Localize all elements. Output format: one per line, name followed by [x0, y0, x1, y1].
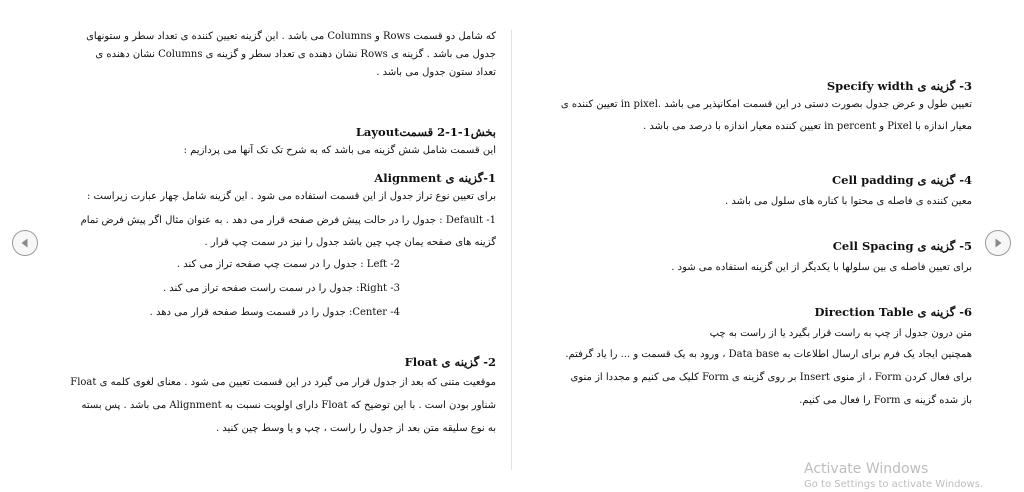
intro-line: تعداد ستون جدول می باشد . [376, 67, 496, 78]
alignment-line: گزینه های صفحه یمان چپ چین باشد جدول را نیز در سمت چپ قرار . [204, 237, 496, 248]
chevron-left-icon [19, 237, 31, 249]
alignment-option: Left -2 : جدول را در سمت چپ صفحه تراز می کند . [176, 259, 400, 270]
left-page [48, 0, 496, 470]
cell-padding-section [540, 170, 972, 211]
layout-heading: بخش1-1-2 قسمتLayout [355, 125, 496, 139]
cell-spacing-section [540, 236, 972, 277]
direction-table-line: همچنین ایجاد یک فرم برای ارسال اطلاعات به Data base ، ورود به یک قسمت و ... را یاد گرفتم. [565, 349, 972, 360]
previous-page-button[interactable] [12, 230, 38, 256]
alignment-heading: 1-گزینه ی Alignment [374, 171, 496, 185]
alignment-section [48, 168, 496, 322]
cell-padding-heading: 4- گزینه ی Cell padding [831, 173, 972, 187]
float-heading: 2- گزینه ی Float [404, 355, 496, 369]
cell-padding-line: معین کننده ی فاصله ی محتوا با کناره های سلول می باشد . [725, 196, 972, 207]
specify-width-section [540, 76, 972, 136]
direction-table-line: متن درون جدول از چپ به راست قرار بگیرد یا از راست به چپ [709, 328, 972, 339]
alignment-options [48, 256, 496, 322]
direction-table-heading: 6- گزینه ی Direction Table [814, 305, 972, 319]
alignment-line: برای تعیین نوع تراز جدول از این قسمت استفاده می شود . این گزینه شامل چهار عبارت زیراست : [86, 191, 496, 202]
cell-spacing-line: برای تعیین فاصله ی بین سلولها با یکدیگر از این گزینه استفاده می شود . [671, 262, 972, 273]
alignment-option: Right -3: جدول را در سمت راست صفحه تراز می کند . [162, 283, 400, 294]
page-divider [511, 30, 512, 470]
direction-table-section [540, 302, 972, 410]
intro-line: جدول می باشد . گزینه ی Rows نشان دهنده ی تعداد سطر و گزینه ی Columns نشان دهنده ی [95, 49, 496, 60]
intro-paragraph [48, 28, 496, 82]
specify-width-line: تعیین طول و عرض جدول بصورت دستی در این قسمت امکانپذیر می باشد .in pixel تعیین کننده ی [560, 99, 972, 110]
direction-table-line: برای فعال کردن Form ، از منوی Insert بر روی گزینه ی Form کلیک می کنیم و مجددا از منوی [570, 372, 972, 383]
activation-watermark [804, 460, 983, 492]
layout-section [48, 122, 496, 160]
alignment-line: Default -1 : جدول را در حالت پیش فرض صفحه قرار می دهد . به عنوان مثال اگر پیش فرض تمام [80, 215, 496, 226]
chevron-right-icon [992, 237, 1004, 249]
alignment-option: Center -4: جدول را در قسمت وسط صفحه قرار می دهد . [149, 307, 400, 318]
right-page [540, 0, 972, 470]
float-line: به نوع سلیقه متن بعد از جدول را راست ، چپ و یا وسط چین کنید . [215, 423, 496, 434]
float-line: شناور بودن است . با این توضیح که Float دارای اولویت نسبت به Alignment می باشد . پس بسته [81, 400, 496, 411]
layout-description: این قسمت شامل شش گزینه می باشد که به شرح تک تک آنها می پردازیم : [183, 145, 496, 156]
next-page-button[interactable] [985, 230, 1011, 256]
float-line: موقعیت متنی که بعد از جدول قرار می گیرد در این قسمت تعیین می شود . معنای لغوی کلمه ی Float [70, 377, 496, 388]
specify-width-heading: 3- گزینه ی Specify width [826, 79, 972, 93]
float-section [48, 352, 496, 438]
intro-line: که شامل دو قسمت Rows و Columns می باشد . این گزینه تعیین کننده ی تعداد سطر و ستونهای [86, 31, 496, 42]
specify-width-line: معیار اندازه با Pixel و in percent تعیین کننده معیار اندازه با درصد می باشد . [643, 121, 972, 132]
watermark-subtitle: Go to Settings to activate Windows. [804, 479, 984, 490]
cell-spacing-heading: 5- گزینه ی Cell Spacing [832, 239, 972, 253]
direction-table-line: باز شده گزینه ی Form را فعال می کنیم. [799, 395, 972, 406]
watermark-title: Activate Windows [804, 461, 929, 477]
